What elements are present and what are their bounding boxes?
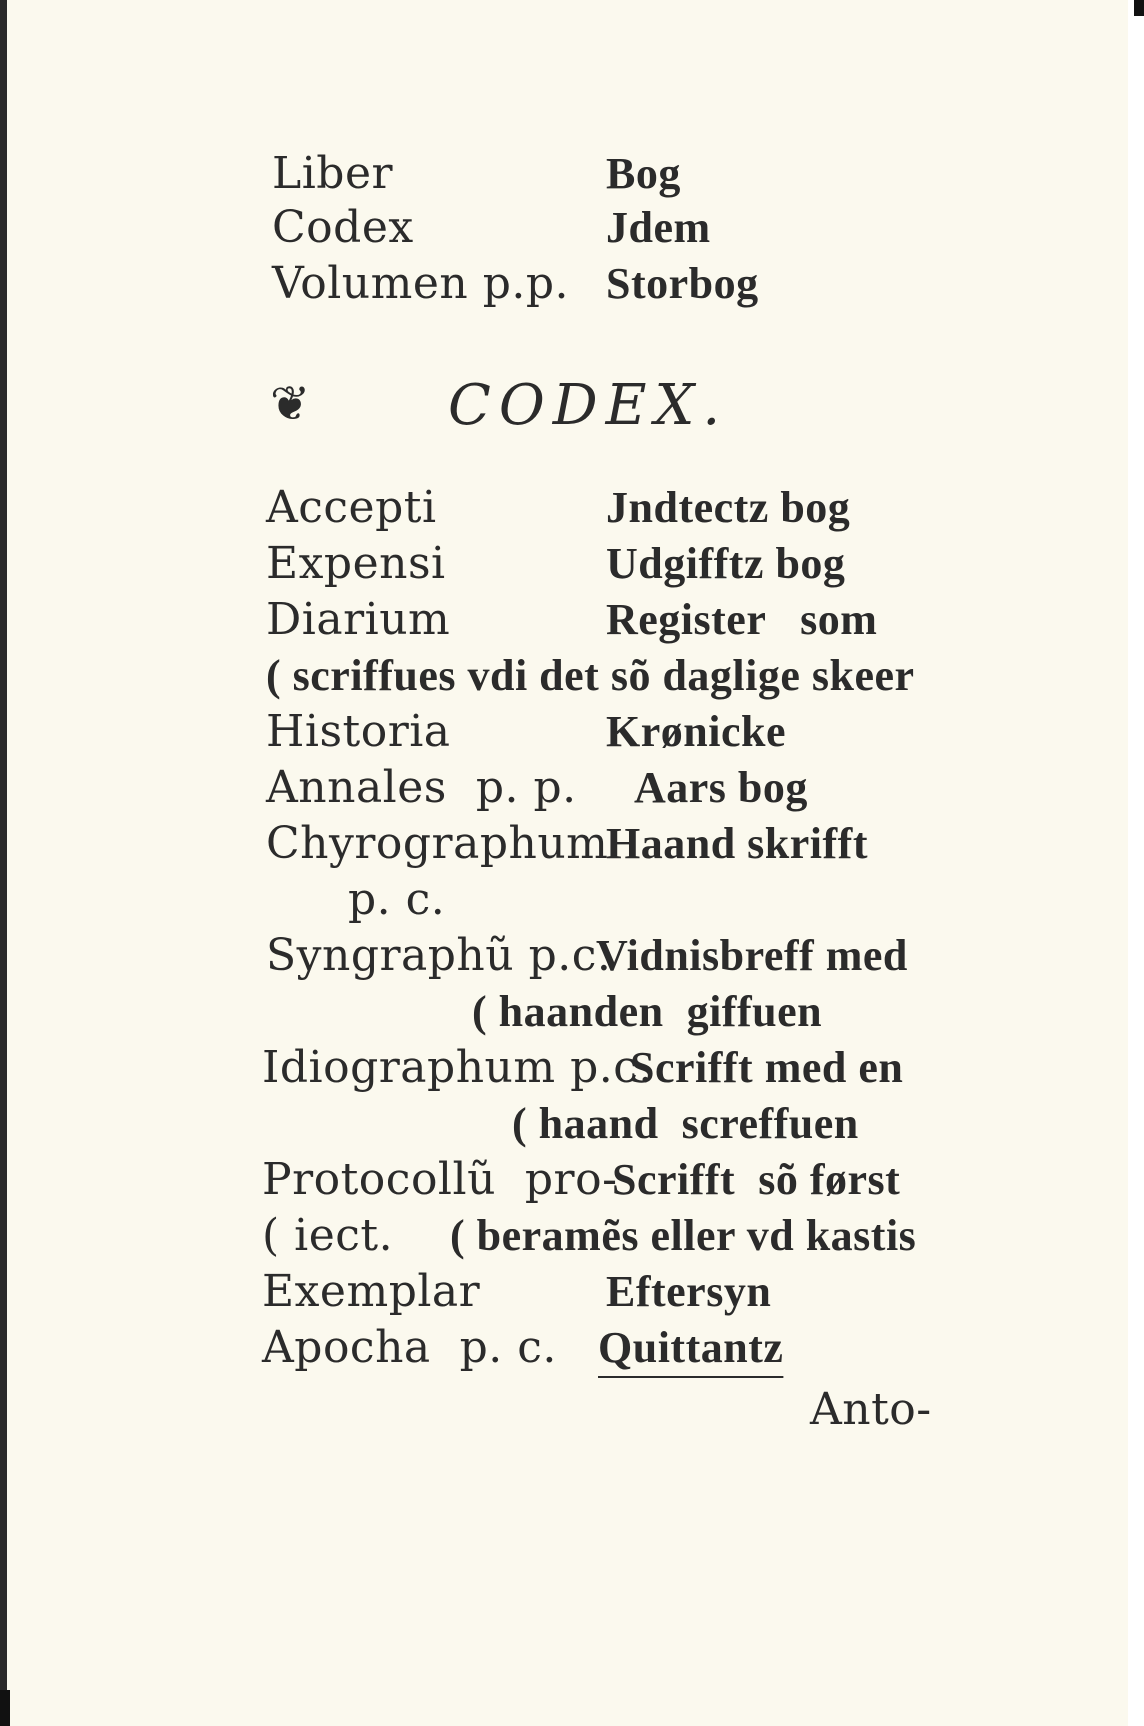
entry-latin-11: Idiographum p.c. [262, 1042, 653, 1093]
entry-danish-7: Haand skrifft [606, 819, 868, 868]
entry-danish-15: Eftersyn [606, 1267, 772, 1316]
entry-latin-15: Exemplar [262, 1266, 481, 1317]
scan-edge-left [0, 0, 7, 1726]
entry-danish-13: Scrifft sõ først [612, 1155, 901, 1204]
entry-latin-7: Chyrographum [266, 818, 609, 869]
entry-latin-14: ( iect. [262, 1210, 394, 1261]
scan-mark-bottom-left [0, 1690, 10, 1726]
entry-latin-8: p. c. [348, 874, 446, 925]
intro-danish-2: Jdem [606, 203, 711, 252]
entry-danish-1: Jndtectz bog [606, 483, 851, 532]
entry-danish-2: Udgifftz bog [606, 539, 846, 588]
entry-latin-13: Protocollũ pro- [262, 1154, 618, 1205]
intro-latin-1: Liber [272, 148, 394, 199]
entry-full-line: ( scriffues vdi det sõ daglige skeer [266, 651, 915, 700]
entry-latin-9: Syngraphũ p.c. [266, 930, 612, 981]
section-heading: CODEX. [448, 373, 729, 438]
entry-danish-6: Aars bog [634, 763, 808, 812]
entry-latin-3: Diarium [266, 594, 451, 645]
entry-danish-5: Krønicke [606, 707, 786, 756]
entry-latin-16: Apocha p. c. [262, 1322, 557, 1373]
entry-danish-14: ( beramẽs eller vd kastis [450, 1211, 917, 1260]
entry-continuation-12: ( haand screffuen [512, 1099, 859, 1148]
entry-latin-2: Expensi [266, 538, 446, 589]
ornament-icon: ❦ [270, 376, 311, 432]
entry-latin-6: Annales p. p. [266, 762, 577, 813]
entry-danish-9: Vidnisbreff med [596, 931, 908, 980]
intro-latin-2: Codex [272, 202, 414, 253]
intro-danish-1: Bog [606, 149, 681, 198]
catchword: Anto- [810, 1384, 932, 1435]
entry-danish-16: Quittantz [598, 1323, 784, 1372]
entry-latin-5: Historia [266, 706, 451, 757]
scan-mark-top-right [1134, 0, 1144, 16]
intro-latin-3: Volumen p.p. [272, 258, 570, 309]
entry-continuation-10: ( haanden giffuen [472, 987, 823, 1036]
intro-danish-3: Storbog [606, 259, 759, 308]
entry-latin-1: Accepti [266, 482, 437, 533]
scan-edge-right [1128, 0, 1144, 1726]
entry-danish-3: Register som [606, 595, 878, 644]
entry-danish-11: Scrifft med en [630, 1043, 904, 1092]
